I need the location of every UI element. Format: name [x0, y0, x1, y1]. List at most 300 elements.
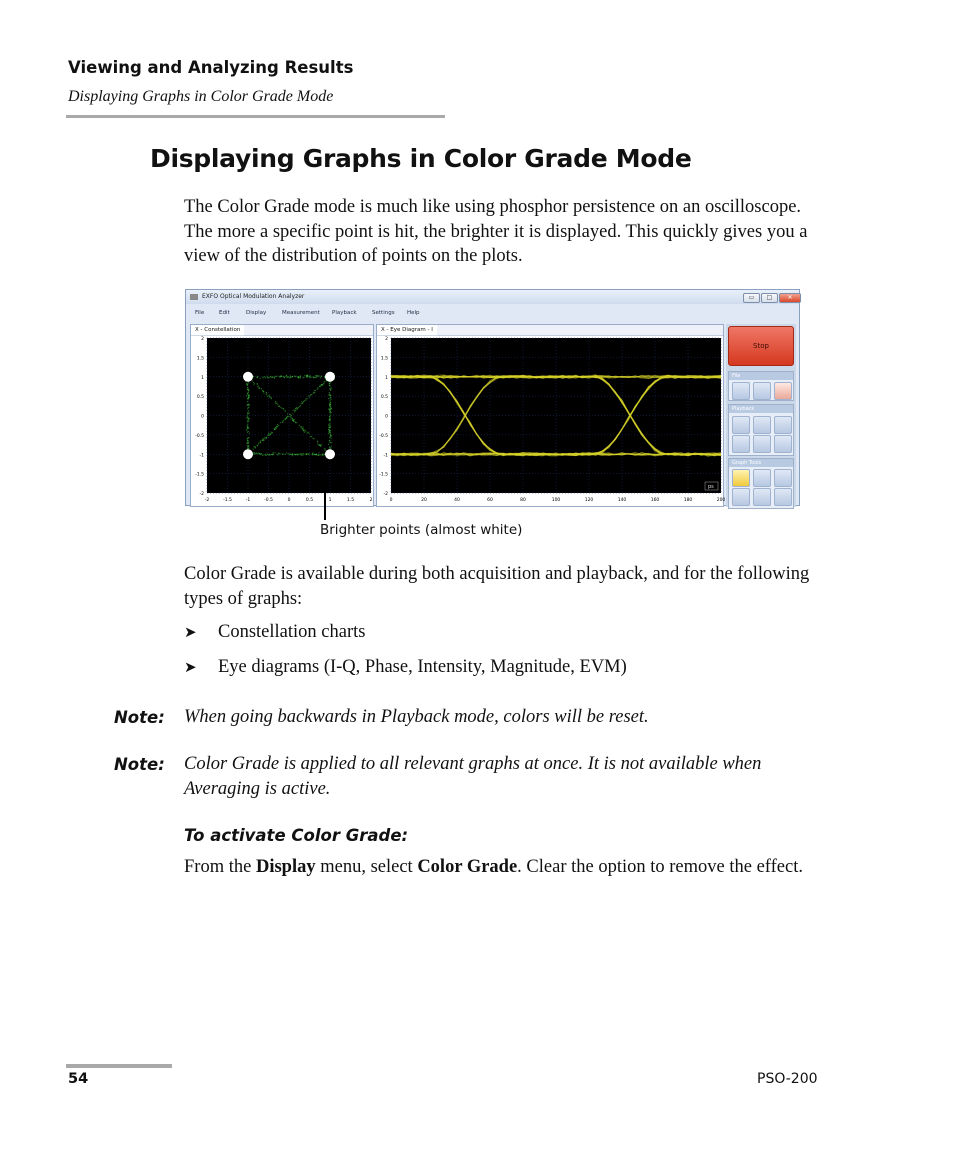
constellation-point — [330, 425, 331, 426]
constellation-point — [315, 375, 316, 376]
constellation-point — [260, 454, 261, 455]
constellation-point — [320, 454, 321, 455]
constellation-point — [301, 403, 302, 404]
constellation-point — [319, 444, 320, 445]
close-button[interactable]: ✕ — [779, 293, 801, 303]
constellation-point — [271, 377, 272, 378]
page-title: Displaying Graphs in Color Grade Mode — [150, 144, 692, 173]
bright-symbol-point — [243, 372, 253, 382]
constellation-x-tick-label: -0.5 — [264, 498, 273, 503]
save-icon[interactable] — [753, 382, 771, 400]
skip-end-icon[interactable] — [774, 435, 792, 453]
constellation-point — [317, 441, 318, 442]
constellation-point — [246, 430, 247, 431]
constellation-point — [259, 442, 260, 443]
bullet-text: Eye diagrams (I-Q, Phase, Intensity, Magnitude, EVM) — [218, 657, 627, 677]
constellation-point — [247, 387, 248, 388]
bullet-text: Constellation charts — [218, 622, 366, 642]
constellation-point — [255, 453, 256, 454]
note-label: Note: — [114, 755, 165, 774]
constellation-point — [324, 381, 325, 382]
constellation-point — [270, 376, 271, 377]
constellation-point — [319, 375, 320, 376]
stop-button[interactable]: Stop — [728, 326, 794, 366]
bright-symbol-point — [243, 449, 253, 459]
callout-leader-line — [324, 468, 326, 520]
app-titlebar — [186, 290, 799, 304]
constellation-point — [329, 440, 330, 441]
eye-y-tick-label: 1 — [385, 375, 388, 381]
constellation-x-tick-label: 2 — [369, 498, 373, 503]
constellation-point — [309, 397, 310, 398]
eye-y-tick-label: 1.5 — [380, 356, 388, 362]
eye-x-tick-label: 40 — [454, 498, 460, 503]
constellation-point — [265, 454, 266, 455]
constellation-point — [330, 390, 331, 391]
constellation-point — [317, 387, 318, 388]
constellation-point — [248, 404, 249, 405]
constellation-point — [317, 389, 318, 390]
constellation-point — [247, 439, 248, 440]
constellation-point — [321, 376, 322, 377]
constellation-point — [247, 383, 248, 384]
tab-eye-diagram[interactable]: X - Eye Diagram - I — [377, 325, 437, 336]
constellation-point — [311, 377, 312, 378]
constellation-point — [246, 442, 247, 443]
procedure-option-name: Color Grade — [417, 857, 518, 877]
constellation-point — [285, 454, 286, 455]
zoom-in-icon[interactable] — [732, 488, 750, 506]
constellation-point — [279, 453, 280, 454]
eye-diagram-panel — [376, 324, 724, 507]
constellation-point — [284, 410, 285, 411]
constellation-point — [324, 448, 325, 449]
constellation-point — [330, 415, 331, 416]
constellation-point — [271, 454, 272, 455]
graph-tools-group — [728, 458, 794, 509]
constellation-point — [292, 376, 293, 377]
eye-x-tick-label: 80 — [520, 498, 526, 503]
pause-icon[interactable] — [753, 416, 771, 434]
constellation-point — [278, 376, 279, 377]
constellation-y-tick-label: 1.5 — [196, 356, 204, 362]
playback-group-header: Playback — [729, 405, 793, 413]
constellation-point — [328, 383, 329, 384]
eye-x-tick-label: 100 — [551, 498, 561, 503]
constellation-point — [274, 377, 275, 378]
constellation-point — [312, 438, 313, 439]
menu-file[interactable]: File — [195, 310, 205, 316]
constellation-y-tick-label: 0.5 — [196, 395, 204, 401]
constellation-point — [330, 400, 331, 401]
constellation-point — [329, 447, 330, 448]
constellation-point — [269, 454, 270, 455]
constellation-point — [296, 453, 297, 454]
constellation-point — [330, 433, 331, 434]
constellation-point — [301, 455, 302, 456]
constellation-point — [246, 417, 247, 418]
constellation-point — [299, 425, 300, 426]
footer-rule — [66, 1064, 172, 1068]
constellation-y-tick-label: 1 — [201, 375, 204, 381]
constellation-point — [260, 441, 261, 442]
constellation-point — [310, 395, 311, 396]
constellation-point — [248, 397, 249, 398]
constellation-point — [247, 447, 248, 448]
constellation-point — [328, 444, 329, 445]
constellation-point — [294, 419, 295, 420]
constellation-point — [307, 432, 308, 433]
constellation-point — [261, 453, 262, 454]
constellation-point — [292, 455, 293, 456]
constellation-point — [329, 420, 330, 421]
constellation-point — [252, 449, 253, 450]
constellation-point — [266, 394, 267, 395]
constellation-point — [314, 454, 315, 455]
constellation-point — [302, 377, 303, 378]
section-subtitle: Displaying Graphs in Color Grade Mode — [68, 88, 334, 105]
constellation-point — [249, 418, 250, 419]
constellation-y-tick-label: -0.5 — [195, 433, 204, 439]
constellation-point — [248, 442, 249, 443]
constellation-point — [258, 387, 259, 388]
playback-group — [728, 404, 794, 456]
constellation-point — [312, 452, 313, 453]
constellation-point — [278, 406, 279, 407]
menu-display[interactable]: Display — [246, 310, 267, 316]
procedure-text — [184, 855, 824, 880]
constellation-point — [302, 428, 303, 429]
constellation-point — [274, 429, 275, 430]
constellation-point — [324, 450, 325, 451]
menu-help[interactable]: Help — [407, 310, 420, 316]
constellation-point — [309, 376, 310, 377]
constellation-point — [292, 413, 293, 414]
constellation-point — [247, 408, 248, 409]
bullet-arrow-icon: ➤ — [184, 660, 197, 676]
constellation-x-tick-label: 1.5 — [346, 498, 355, 503]
constellation-point — [286, 417, 287, 418]
constellation-point — [331, 438, 332, 439]
zoom-out-icon[interactable] — [753, 488, 771, 506]
constellation-point — [300, 405, 301, 406]
constellation-point — [331, 442, 332, 443]
constellation-point — [328, 425, 329, 426]
constellation-point — [276, 403, 277, 404]
constellation-point — [329, 423, 330, 424]
minimize-button[interactable]: ▭ — [743, 293, 760, 303]
constellation-point — [294, 375, 295, 376]
bullet-item — [184, 657, 824, 681]
constellation-point — [300, 378, 301, 379]
maximize-button[interactable]: □ — [761, 293, 778, 303]
constellation-point — [309, 377, 310, 378]
constellation-point — [247, 417, 248, 418]
constellation-point — [329, 388, 330, 389]
constellation-point — [329, 432, 330, 433]
constellation-point — [285, 375, 286, 376]
constellation-point — [287, 413, 288, 414]
constellation-point — [330, 403, 331, 404]
constellation-point — [315, 390, 316, 391]
procedure-menu-name: Display — [255, 857, 316, 877]
header-rule — [66, 115, 445, 118]
constellation-point — [266, 375, 267, 376]
constellation-point — [331, 398, 332, 399]
constellation-point — [330, 408, 331, 409]
constellation-point — [306, 398, 307, 399]
constellation-point — [319, 454, 320, 455]
constellation-point — [259, 453, 260, 454]
constellation-point — [257, 386, 258, 387]
eye-x-tick-label: 200 — [716, 498, 726, 503]
constellation-point — [330, 406, 331, 407]
constellation-point — [249, 412, 250, 413]
constellation-point — [257, 453, 258, 454]
constellation-x-tick-label: 1 — [328, 498, 332, 503]
eye-y-tick-label: 0.5 — [380, 395, 388, 401]
constellation-point — [263, 391, 264, 392]
constellation-point — [280, 376, 281, 377]
constellation-point — [302, 403, 303, 404]
eye-x-tick-label: 20 — [421, 498, 427, 503]
constellation-point — [302, 402, 303, 403]
constellation-point — [262, 455, 263, 456]
control-side-panel — [726, 324, 796, 507]
menu-settings[interactable]: Settings — [372, 310, 395, 316]
constellation-point — [307, 375, 308, 376]
constellation-point — [328, 429, 329, 430]
constellation-point — [298, 376, 299, 377]
constellation-point — [295, 454, 296, 455]
constellation-point — [331, 446, 332, 447]
constellation-point — [304, 400, 305, 401]
constellation-point — [272, 376, 273, 377]
constellation-x-ticks — [205, 497, 373, 503]
constellation-point — [299, 406, 300, 407]
constellation-point — [318, 452, 319, 453]
record-icon[interactable] — [732, 382, 750, 400]
constellation-point — [265, 453, 266, 454]
constellation-x-tick-label: 0 — [287, 498, 291, 503]
eye-x-tick-label: 140 — [617, 498, 627, 503]
constellation-point — [290, 416, 291, 417]
constellation-point — [263, 439, 264, 440]
constellation-x-tick-label: -2 — [204, 498, 210, 503]
constellation-point — [313, 391, 314, 392]
constellation-point — [257, 383, 258, 384]
constellation-point — [277, 426, 278, 427]
zoom-fit-icon[interactable] — [774, 488, 792, 506]
constellation-point — [315, 377, 316, 378]
constellation-point — [262, 438, 263, 439]
step-forward-icon[interactable] — [753, 435, 771, 453]
constellation-point — [282, 422, 283, 423]
constellation-point — [306, 377, 307, 378]
pan-hand-icon[interactable] — [753, 469, 771, 487]
constellation-point — [329, 437, 330, 438]
constellation-point — [330, 395, 331, 396]
constellation-point — [261, 388, 262, 389]
constellation-point — [328, 431, 329, 432]
constellation-point — [285, 419, 286, 420]
constellation-point — [309, 453, 310, 454]
constellation-point — [310, 375, 311, 376]
constellation-point — [293, 420, 294, 421]
constellation-point — [328, 433, 329, 434]
graph-tools-group-header: Graph Tools — [729, 459, 793, 467]
constellation-point — [271, 398, 272, 399]
eye-x-tick-label: 0 — [389, 498, 393, 503]
eye-x-ticks — [390, 497, 726, 503]
constellation-point — [248, 389, 249, 390]
menu-edit[interactable]: Edit — [219, 310, 230, 316]
constellation-point — [329, 392, 330, 393]
constellation-point — [247, 404, 248, 405]
constellation-point — [248, 419, 249, 420]
constellation-point — [331, 435, 332, 436]
constellation-x-tick-label: -1 — [245, 498, 251, 503]
constellation-point — [252, 380, 253, 381]
constellation-point — [247, 423, 248, 424]
constellation-point — [293, 410, 294, 411]
bullet-item — [184, 622, 824, 646]
constellation-point — [287, 376, 288, 377]
product-name: PSO-200 — [757, 1071, 818, 1087]
menu-measurement[interactable]: Measurement — [282, 310, 320, 316]
eye-x-tick-label: 120 — [584, 498, 594, 503]
constellation-point — [286, 452, 287, 453]
procedure-text-part: From the — [184, 857, 256, 877]
stop-playback-icon[interactable] — [774, 416, 792, 434]
constellation-point — [303, 429, 304, 430]
constellation-point — [304, 375, 305, 376]
page-number: 54 — [68, 1071, 89, 1087]
constellation-point — [314, 438, 315, 439]
constellation-point — [325, 381, 326, 382]
constellation-point — [297, 407, 298, 408]
note-text: When going backwards in Playback mode, colors will be reset. — [184, 707, 649, 727]
constellation-point — [303, 377, 304, 378]
constellation-point — [317, 375, 318, 376]
constellation-point — [295, 410, 296, 411]
constellation-point — [270, 397, 271, 398]
constellation-point — [297, 408, 298, 409]
step-back-icon[interactable] — [732, 435, 750, 453]
constellation-point — [305, 453, 306, 454]
constellation-point — [257, 445, 258, 446]
constellation-point — [277, 404, 278, 405]
constellation-point — [300, 376, 301, 377]
constellation-point — [330, 402, 331, 403]
constellation-point — [284, 377, 285, 378]
constellation-y-tick-label: 0 — [201, 414, 204, 420]
zoom-icon[interactable] — [774, 469, 792, 487]
constellation-point — [297, 454, 298, 455]
constellation-point — [308, 396, 309, 397]
eye-y-tick-label: 2 — [385, 337, 388, 342]
constellation-point — [330, 419, 331, 420]
constellation-point — [278, 425, 279, 426]
constellation-point — [248, 413, 249, 414]
constellation-point — [304, 429, 305, 430]
constellation-point — [301, 453, 302, 454]
constellation-point — [280, 422, 281, 423]
constellation-point — [329, 411, 330, 412]
constellation-point — [329, 426, 330, 427]
constellation-point — [263, 454, 264, 455]
constellation-point — [248, 405, 249, 406]
constellation-point — [289, 454, 290, 455]
constellation-point — [309, 432, 310, 433]
constellation-point — [293, 419, 294, 420]
constellation-point — [246, 395, 247, 396]
constellation-point — [277, 424, 278, 425]
constellation-point — [294, 410, 295, 411]
constellation-point — [256, 452, 257, 453]
constellation-point — [330, 387, 331, 388]
constellation-point — [254, 384, 255, 385]
procedure-title: To activate Color Grade: — [184, 826, 409, 845]
constellation-point — [248, 445, 249, 446]
play-icon[interactable] — [732, 416, 750, 434]
file-group — [728, 371, 794, 401]
constellation-y-tick-label: -1.5 — [195, 472, 204, 478]
constellation-point — [310, 436, 311, 437]
constellation-point — [257, 376, 258, 377]
eye-x-tick-label: 160 — [650, 498, 660, 503]
constellation-point — [331, 436, 332, 437]
constellation-point — [270, 433, 271, 434]
tab-constellation[interactable]: X - Constellation — [191, 325, 244, 336]
constellation-point — [247, 392, 248, 393]
constellation-point — [253, 452, 254, 453]
constellation-point — [249, 395, 250, 396]
bullet-arrow-icon: ➤ — [184, 625, 197, 641]
constellation-point — [320, 386, 321, 387]
constellation-point — [320, 377, 321, 378]
procedure-text-part: menu, select — [315, 857, 418, 877]
constellation-point — [248, 431, 249, 432]
constellation-point — [302, 455, 303, 456]
constellation-point — [262, 377, 263, 378]
constellation-point — [330, 442, 331, 443]
constellation-point — [299, 453, 300, 454]
constellation-point — [291, 377, 292, 378]
procedure-text-part: . Clear the option to remove the effect. — [517, 857, 803, 877]
constellation-point — [275, 401, 276, 402]
constellation-point — [296, 407, 297, 408]
constellation-point — [330, 430, 331, 431]
constellation-point — [278, 453, 279, 454]
constellation-point — [294, 421, 295, 422]
constellation-point — [328, 409, 329, 410]
constellation-point — [288, 416, 289, 417]
constellation-point — [282, 453, 283, 454]
menu-playback[interactable]: Playback — [332, 310, 357, 316]
pointer-icon[interactable] — [732, 469, 750, 487]
constellation-point — [268, 433, 269, 434]
constellation-point — [290, 418, 291, 419]
constellation-point — [265, 437, 266, 438]
constellation-point — [329, 385, 330, 386]
constellation-point — [253, 382, 254, 383]
constellation-point — [265, 377, 266, 378]
constellation-point — [301, 427, 302, 428]
clear-icon[interactable] — [774, 382, 792, 400]
constellation-point — [330, 426, 331, 427]
constellation-point — [304, 432, 305, 433]
